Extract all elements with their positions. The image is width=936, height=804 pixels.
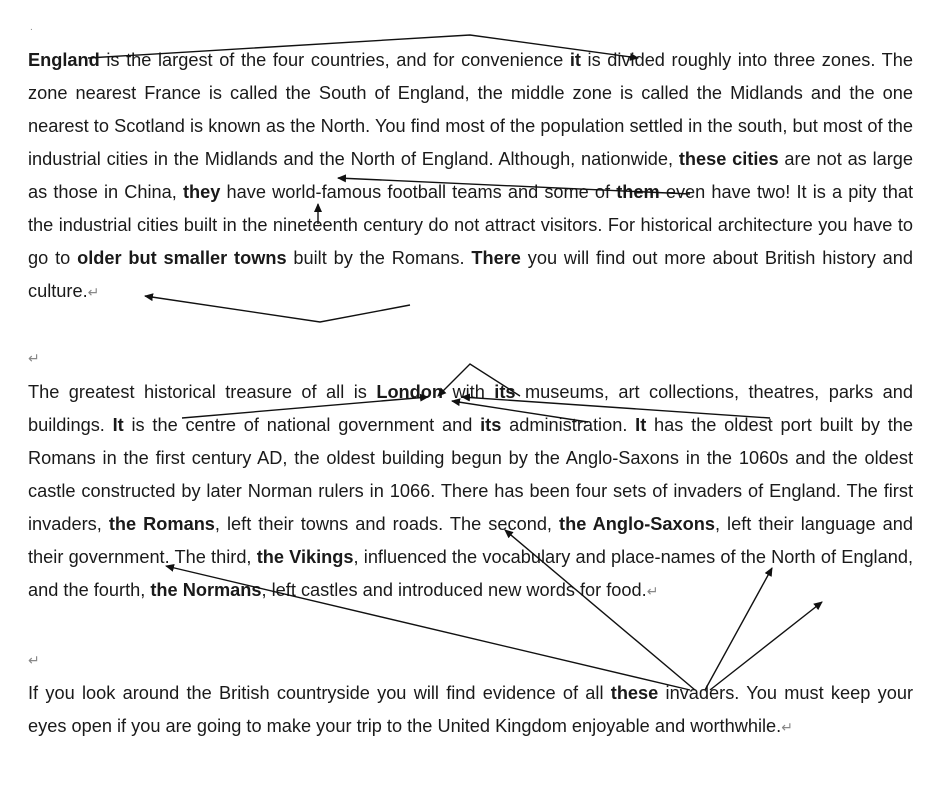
ref-london: London [376,382,443,402]
ref-there: There [471,248,521,268]
ref-england: England [28,50,100,70]
ref-it-1: it [569,50,581,70]
ref-these-cities: these cities [678,149,779,169]
paragraph-return-mark: ↵ [28,350,40,366]
ref-the-normans: the Normans [150,580,262,600]
corner-mark: . [30,22,33,33]
empty-paragraph [28,643,913,677]
paragraph-return-mark: ↵ [28,652,40,668]
ref-the-anglo-saxons: the Anglo-Saxons [559,514,715,534]
paragraph-return-mark: ↵ [646,583,659,599]
paragraph-return-mark: ↵ [781,719,793,735]
ref-them: them [616,182,660,202]
empty-paragraph [28,341,913,375]
ref-it-3: It [635,415,647,435]
ref-its-2: its [480,415,502,435]
paragraph-1: England is the largest of the four countries, and for convenience it is divided roughly into three zones. The zone nearest France is called the South of England, the middle zone is called the Midlands and the one nearest to Scotland is known as the North. You find most of the population settled in the south, but most of the industrial cities in the Midlands and the North of England. Although, nationwide, these cities are not as large as those in China, they have world-famous football teams and some of them even have two! It is a pity that the industrial cities built in the nineteenth century do not attract visitors. For historical architecture you have to go to older but smaller towns built by the Romans. There you will find out more about British history and culture.↵ [28,50,914,301]
ref-it-2: It [112,415,124,435]
ref-its-1: its [494,382,516,402]
paragraph-return-mark: ↵ [87,284,100,300]
ref-the-romans: the Romans [108,514,215,534]
ref-they: they [182,182,221,202]
paragraph-3: If you look around the British countryside you will find evidence of all these invaders. You must keep your eyes open if you are going to make your trip to the United Kingdom enjoyable and worthwhile.↵ [28,683,913,736]
ref-these: these [610,683,659,703]
ref-the-vikings: the Vikings [256,547,354,567]
ref-older-but-smaller-towns: older but smaller towns [77,248,287,268]
paragraph-2: The greatest historical treasure of all is London with its museums, art collections, theatres, parks and buildings. It is the centre of national government and its administration. It has the oldest port built by the Romans in the first century AD, the oldest building begun by the Anglo-Saxons in the 1060s and the oldest castle constructed by later Norman rulers in 1066. There has been four sets of invaders of England. The first invaders, the Romans, left their towns and roads. The second, the Anglo-Saxons, left their language and their government. The third, the Vikings, influenced the vocabulary and place-names of the North of England, and the fourth, the Normans, left castles and introduced new words for food.↵ [28,382,913,600]
